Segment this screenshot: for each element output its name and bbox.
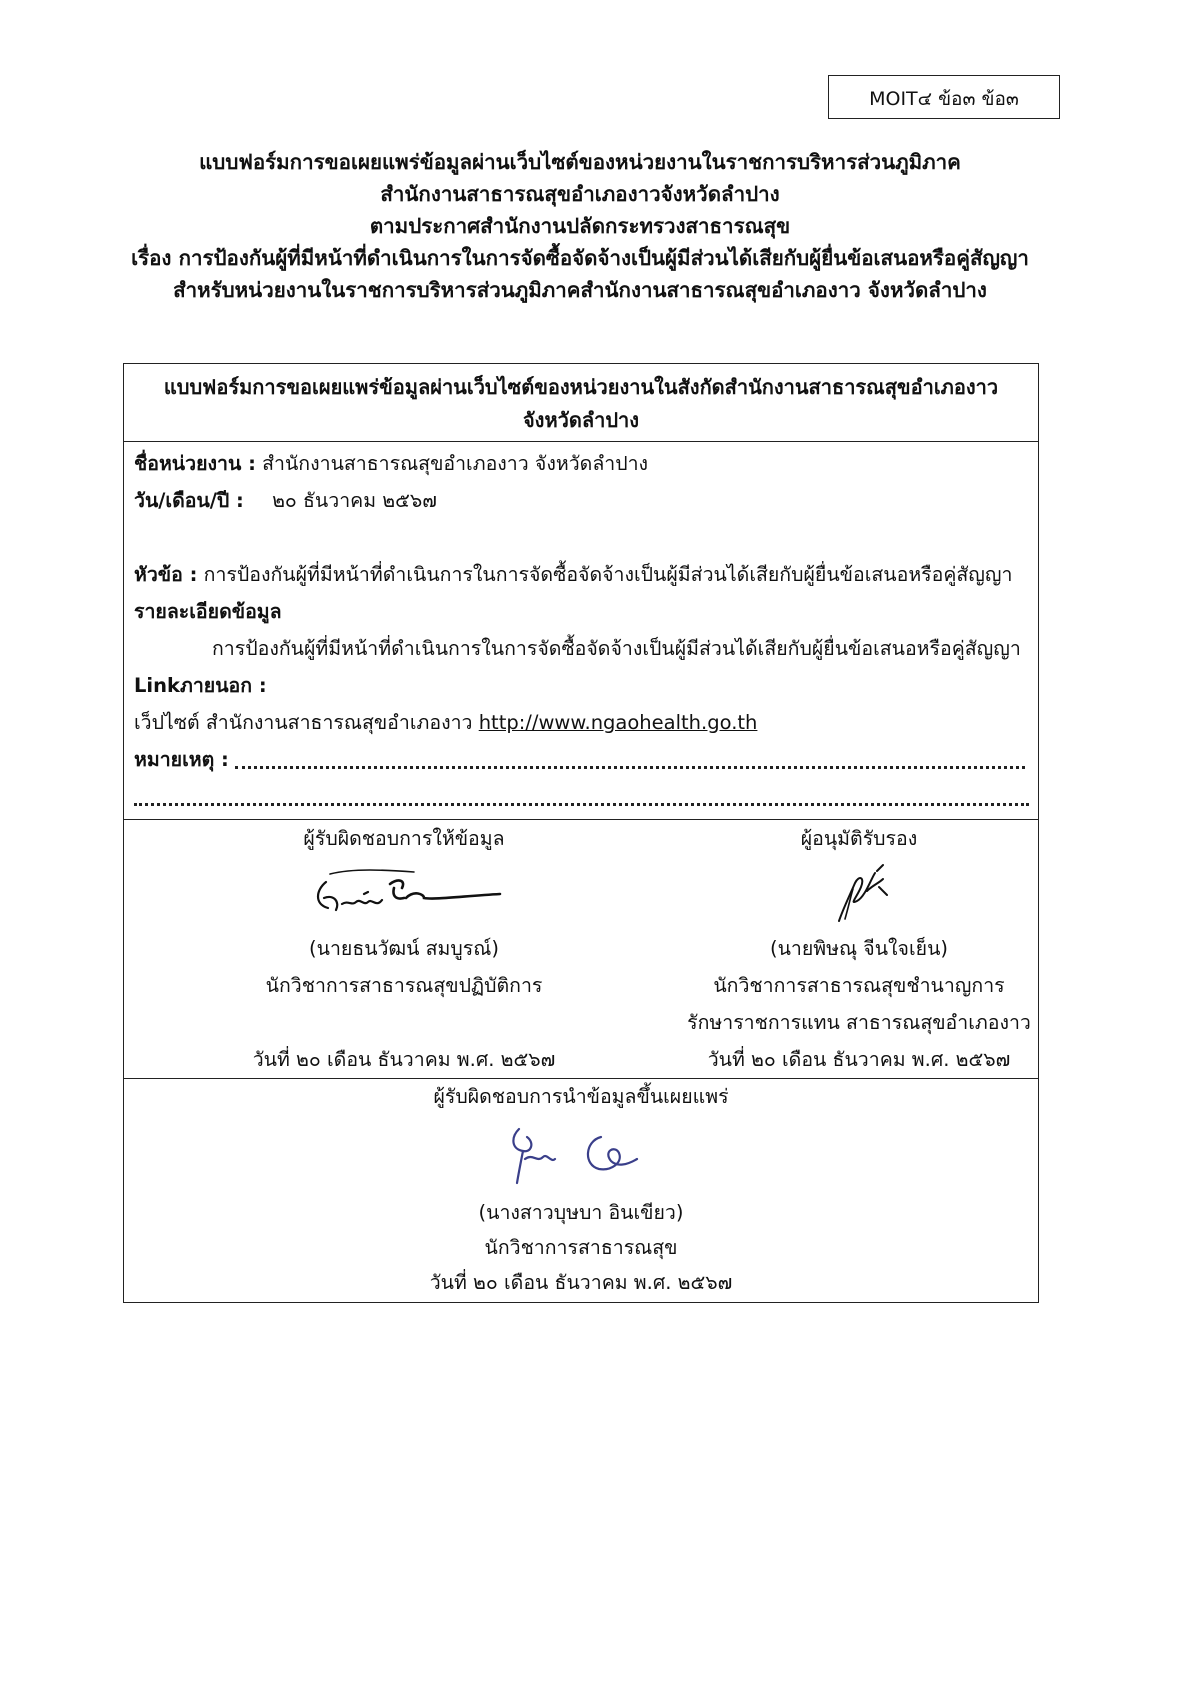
date-value: ๒๐ ธันวาคม ๒๕๖๗	[272, 489, 437, 512]
approver-name: (นายพิษณุ จีนใจเย็น)	[769, 937, 949, 960]
approver-signature-block	[679, 820, 1039, 1078]
approver-heading: ผู้อนุมัติรับรอง	[800, 827, 918, 850]
document-code-box	[828, 75, 1060, 119]
form-title-line-1: แบบฟอร์มการขอเผยแพร่ข้อมูลผ่านเว็บไซต์ของหน่วยงานในสังกัดสำนักงานสาธารณสุขอำเภองาว	[163, 375, 999, 399]
date-row	[134, 482, 1032, 519]
publisher-heading: ผู้รับผิดชอบการนำข้อมูลขึ้นเผยแพร่	[433, 1085, 729, 1108]
detail-label: รายละเอียดข้อมูล	[134, 600, 282, 623]
topic-row	[134, 556, 1032, 593]
provider-name: (นายธนวัฒน์ สมบูรณ์)	[309, 937, 499, 960]
publisher-name: (นางสาวบุษบา อินเขียว)	[478, 1201, 684, 1224]
approver-signature	[679, 857, 1039, 930]
website-row	[134, 704, 1032, 741]
approver-position: นักวิชาการสาธารณสุขชำนาญการ	[713, 974, 1005, 997]
publisher-section	[124, 1079, 1038, 1302]
header-line-3: ตามประกาศสำนักงานปลัดกระทรวงสาธารณสุข	[369, 214, 791, 238]
approver-date: วันที่ ๒๐ เดือน ธันวาคม พ.ศ. ๒๕๖๗	[707, 1048, 1011, 1071]
remark-dotted-line	[235, 752, 1025, 769]
publisher-position: นักวิชาการสาธารณสุข	[484, 1236, 678, 1259]
website-text: เว็ปไซต์ สำนักงานสาธารณสุขอำเภองาว	[134, 711, 473, 734]
topic-label: หัวข้อ :	[134, 563, 198, 586]
publisher-date: วันที่ ๒๐ เดือน ธันวาคม พ.ศ. ๒๕๖๗	[429, 1271, 733, 1294]
provider-date: วันที่ ๒๐ เดือน ธันวาคม พ.ศ. ๒๕๖๗	[252, 1048, 556, 1071]
document-header	[100, 146, 1060, 306]
provider-signature	[134, 857, 674, 930]
form-info-section	[124, 442, 1038, 820]
form-title	[124, 364, 1038, 442]
website-link[interactable]: http://www.ngaohealth.go.th	[478, 711, 758, 734]
provider-position: นักวิชาการสาธารณสุขปฏิบัติการ	[265, 974, 543, 997]
approver-position-2: รักษาราชการแทน สาธารณสุขอำเภองาว	[687, 1011, 1031, 1034]
remark-row	[134, 741, 1032, 778]
header-line-4: เรื่อง การป้องกันผู้ที่มีหน้าที่ดำเนินการในการจัดซื้อจัดจ้างเป็นผู้มีส่วนได้เสียกับผู้ยื่นข้อเสนอหรือคู่สัญญา	[131, 246, 1029, 270]
agency-row	[134, 445, 1032, 482]
remark-row-2	[134, 778, 1032, 815]
form-title-line-2: จังหวัดลำปาง	[522, 408, 640, 432]
header-line-2: สำนักงานสาธารณสุขอำเภองาวจังหวัดลำปาง	[380, 182, 780, 206]
agency-value: สำนักงานสาธารณสุขอำเภองาว จังหวัดลำปาง	[262, 452, 649, 475]
date-label: วัน/เดือน/ปี :	[134, 489, 244, 512]
signature-section	[124, 820, 1038, 1079]
header-line-5: สำหรับหน่วยงานในราชการบริหารส่วนภูมิภาคสำนักงานสาธารณสุขอำเภองาว จังหวัดลำปาง	[173, 278, 987, 302]
publisher-signature	[124, 1114, 1038, 1195]
external-link-label: Linkภายนอก :	[134, 674, 267, 697]
agency-label: ชื่อหน่วยงาน :	[134, 452, 256, 475]
remark-dotted-line-2	[134, 789, 1029, 806]
detail-value: การป้องกันผู้ที่มีหน้าที่ดำเนินการในการจัดซื้อจัดจ้างเป็นผู้มีส่วนได้เสียกับผู้ยื่นข้อเสนอหรือคู่สัญญา	[212, 637, 1021, 660]
remark-label: หมายเหตุ :	[134, 748, 229, 771]
document-code: MOIT๔ ข้อ๓ ข้อ๓	[869, 88, 1019, 110]
publication-form-table	[123, 363, 1039, 1303]
provider-signature-block	[134, 820, 674, 1078]
provider-heading: ผู้รับผิดชอบการให้ข้อมูล	[303, 827, 505, 850]
header-line-1: แบบฟอร์มการขอเผยแพร่ข้อมูลผ่านเว็บไซต์ของหน่วยงานในราชการบริหารส่วนภูมิภาค	[199, 150, 961, 174]
topic-value: การป้องกันผู้ที่มีหน้าที่ดำเนินการในการจัดซื้อจัดจ้างเป็นผู้มีส่วนได้เสียกับผู้ยื่นข้อเสนอหรือคู่สัญญา	[203, 563, 1013, 586]
